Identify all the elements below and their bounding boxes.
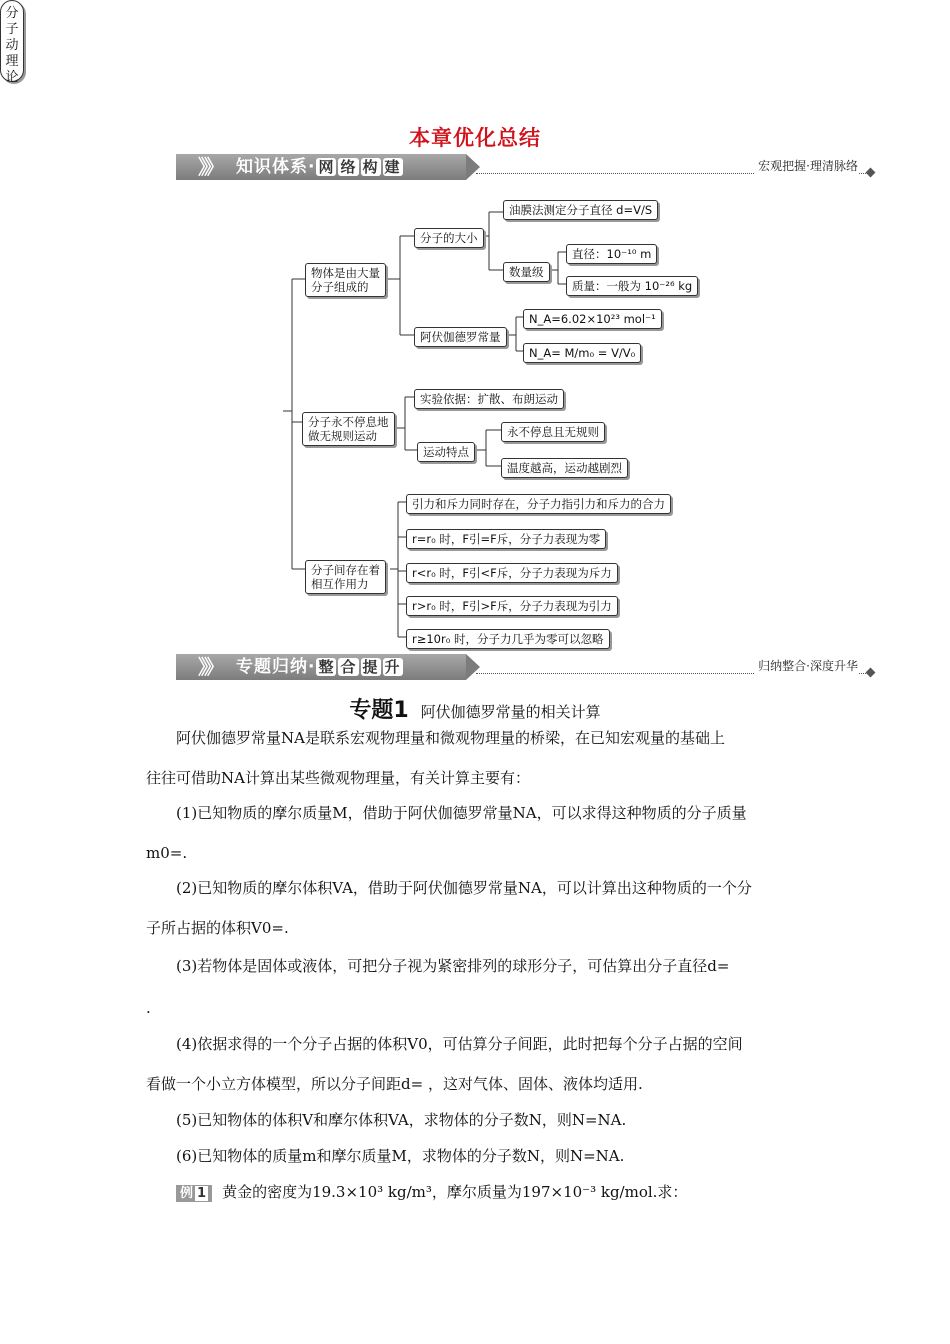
node-molecule-size: 分子的大小 xyxy=(414,228,484,248)
node-intermolecular-forces: 分子间存在着 相互作用力 xyxy=(305,560,386,594)
node-temperature: 温度越高，运动越剧烈 xyxy=(501,458,628,478)
example-text: 黄金的密度为19.3×10³ kg/m³，摩尔质量为197×10⁻³ kg/mol.求： xyxy=(222,1183,688,1201)
paragraph-line: (1)已知物质的摩尔质量M，借助于阿伏伽德罗常量NA，可以求得这种物质的分子质量 xyxy=(176,804,747,822)
topic-heading xyxy=(0,693,950,724)
paragraph-line: (4)依据求得的一个分子占据的体积V0，可估算分子间距，此时把每个分子占据的空间 xyxy=(176,1035,743,1053)
topic-name: 阿伏伽德罗常量的相关计算 xyxy=(420,703,601,721)
paragraph-line: . xyxy=(146,999,151,1017)
banner-subtitle: 宏观把握·理清脉络 xyxy=(754,157,858,174)
topic-label: 专题1 xyxy=(349,698,409,723)
page-title: 本章优化总结 xyxy=(409,126,541,150)
paragraph-line: m0=. xyxy=(146,844,188,862)
section-banner-topics xyxy=(176,654,876,680)
node-diameter: 直径：10⁻¹⁰ m xyxy=(566,244,657,264)
node-force-3: r<r₀ 时，F引<F斥，分子力表现为斥力 xyxy=(406,563,618,583)
chevron-icon: 》》 xyxy=(198,155,220,179)
paragraph-line: (5)已知物体的体积V和摩尔体积VA，求物体的分子数N，则N=NA. xyxy=(176,1111,627,1129)
node-never-stops: 永不停息且无规则 xyxy=(501,422,605,442)
node-oil-film-method: 油膜法测定分子直径 d=V/S xyxy=(503,200,658,220)
paragraph-line: (3)若物体是固体或液体，可把分子视为紧密排列的球形分子，可估算出分子直径d= xyxy=(176,957,730,975)
node-molecules-composition: 物体是由大量 分子组成的 xyxy=(305,263,386,297)
chevron-icon: 》》 xyxy=(198,655,220,679)
node-force-1: 引力和斥力同时存在，分子力指引力和斥力的合力 xyxy=(406,494,671,514)
node-force-5: r≥10r₀ 时，分子力几乎为零可以忽略 xyxy=(406,629,610,649)
paragraph-line: (2)已知物质的摩尔体积VA，借助于阿伏伽德罗常量NA，可以计算出这种物质的一个分 xyxy=(176,879,752,897)
banner-tab xyxy=(176,654,466,680)
node-experimental-basis: 实验依据：扩散、布朗运动 xyxy=(414,389,564,409)
node-avogadro-formula: N_A= M/m₀ = V/V₀ xyxy=(523,343,641,363)
banner-label: 知识体系· 网 络 构 建 xyxy=(236,157,401,177)
diamond-icon xyxy=(866,668,876,678)
node-avogadro-constant: 阿伏伽德罗常量 xyxy=(414,327,507,347)
node-force-2: r=r₀ 时，F引=F斥，分子力表现为零 xyxy=(406,529,606,549)
paragraph-line: (6)已知物体的质量m和摩尔质量M，求物体的分子数N，则N=NA. xyxy=(176,1147,625,1165)
paragraph-line: 往往可借助NA计算出某些微观物理量，有关计算主要有： xyxy=(146,769,530,787)
node-mass: 质量：一般为 10⁻²⁶ kg xyxy=(566,276,698,296)
node-motion-features: 运动特点 xyxy=(417,442,475,462)
banner-label: 专题归纳· 整 合 提 升 xyxy=(236,657,401,677)
node-avogadro-value: N_A=6.02×10²³ mol⁻¹ xyxy=(523,309,662,329)
example-badge: 例 1 xyxy=(176,1185,212,1202)
node-random-motion: 分子永不停息地 做无规则运动 xyxy=(302,412,395,446)
banner-subtitle: 归纳整合·深度升华 xyxy=(754,657,858,674)
node-force-4: r>r₀ 时，F引>F斥，分子力表现为引力 xyxy=(406,596,618,616)
paragraph-line: 阿伏伽德罗常量NA是联系宏观物理量和微观物理量的桥梁，在已知宏观量的基础上 xyxy=(176,729,725,747)
paragraph-line: 子所占据的体积V0=. xyxy=(146,919,289,937)
example-1 xyxy=(176,1182,816,1202)
node-order-of-magnitude: 数量级 xyxy=(503,262,550,282)
root-node-molecular-kinetic-theory: 分 子 动 理 论 xyxy=(0,0,24,82)
paragraph-line: 看做一个小立方体模型，所以分子间距d= ，这对气体、固体、液体均适用. xyxy=(146,1075,643,1093)
